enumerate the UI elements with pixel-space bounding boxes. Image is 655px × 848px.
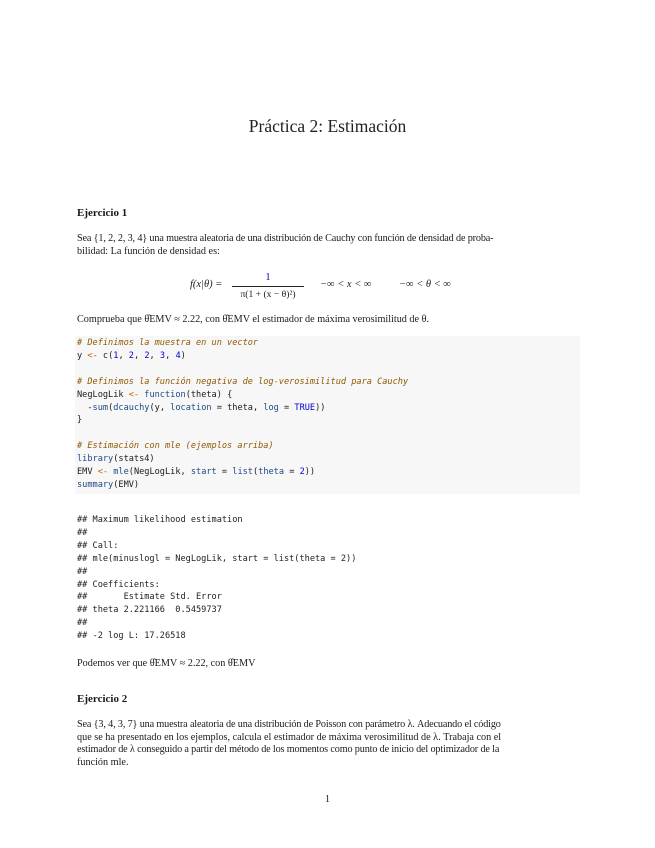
code-line: library(stats4) [77,454,155,465]
fraction-numerator: 1 [265,272,271,283]
equation-condition-x: −∞ < x < ∞ [320,279,372,290]
output-line: ## Estimate Std. Error [77,592,222,603]
code-line: summary(EMV) [77,479,140,490]
code-comment: # Definimos la muestra en un vector [77,338,259,348]
output-line: ## Maximum likelihood estimation [77,515,243,525]
code-line: EMV <- mle(NegLogLik, start = list(theta = 2)) [77,467,316,478]
code-comment: # Definimos la función negativa de log-verosimilitud para Cauchy [77,376,409,387]
code-line: } [77,415,83,426]
output-line: ## [77,618,88,629]
page-number: 1 [325,794,330,805]
exercise-1-paragraph [77,233,580,258]
r-code-block [77,337,408,492]
fraction-bar [232,286,304,287]
r-output-block [77,514,356,643]
output-line: ## [77,566,88,577]
exercise-2-heading: Ejercicio 2 [77,693,128,705]
fraction-denominator: π(1 + (x − θ)²) [240,289,296,300]
output-line: ## mle(minuslogl = NegLogLik, start = list(theta = 2)) [77,553,357,564]
paragraph-line: función mle. [77,756,129,768]
code-comment: # Estimación con mle (ejemplos arriba) [77,441,274,452]
output-line: ## Coefficients: [77,579,160,590]
exercise-2-paragraph [77,719,580,769]
code-line: y <- c(1, 2, 2, 3, 4) [77,350,186,361]
conclusion-paragraph: Podemos ver que θ̂EMV ≈ 2.22, con θ̂EMV [77,658,256,669]
code-line: -sum(dcauchy(y, location = theta, log = TRUE)) [77,402,326,413]
paragraph-line: que se ha presentado en los ejemplos, calcula el estimador de máxima verosimilitud de λ. Trabaja con el [77,731,502,743]
paragraph-line: Sea {1, 2, 2, 3, 4} una muestra aleatoria de una distribución de Cauchy con función de densidad de proba- [77,233,494,244]
equation-condition-theta: −∞ < θ < ∞ [399,279,451,290]
exercise-1-task: Comprueba que θ̂EMV ≈ 2.22, con θ̂EMV el estimador de máxima verosimilitud de θ. [77,314,430,325]
output-line: ## [77,527,88,538]
code-line: NegLogLik <- function(theta) { [77,389,233,400]
page-title: Práctica 2: Estimación [248,116,407,136]
output-line: ## theta 2.221166 0.5459737 [77,605,222,616]
paragraph-line: bilidad: La función de densidad es: [77,245,220,257]
output-line: ## Call: [77,540,119,551]
equation-lhs: f(x|θ) = [190,279,223,290]
paragraph-line: estimador de λ conseguido a partir del método de los momentos como punto de inicio del optimizador de la [77,744,500,756]
exercise-1-heading: Ejercicio 1 [77,207,128,219]
paragraph-line: Sea {3, 4, 3, 7} una muestra aleatoria de una distribución de Poisson con parámetro λ. Adecuando el código [77,719,501,730]
output-line: ## -2 log L: 17.26518 [77,631,186,642]
